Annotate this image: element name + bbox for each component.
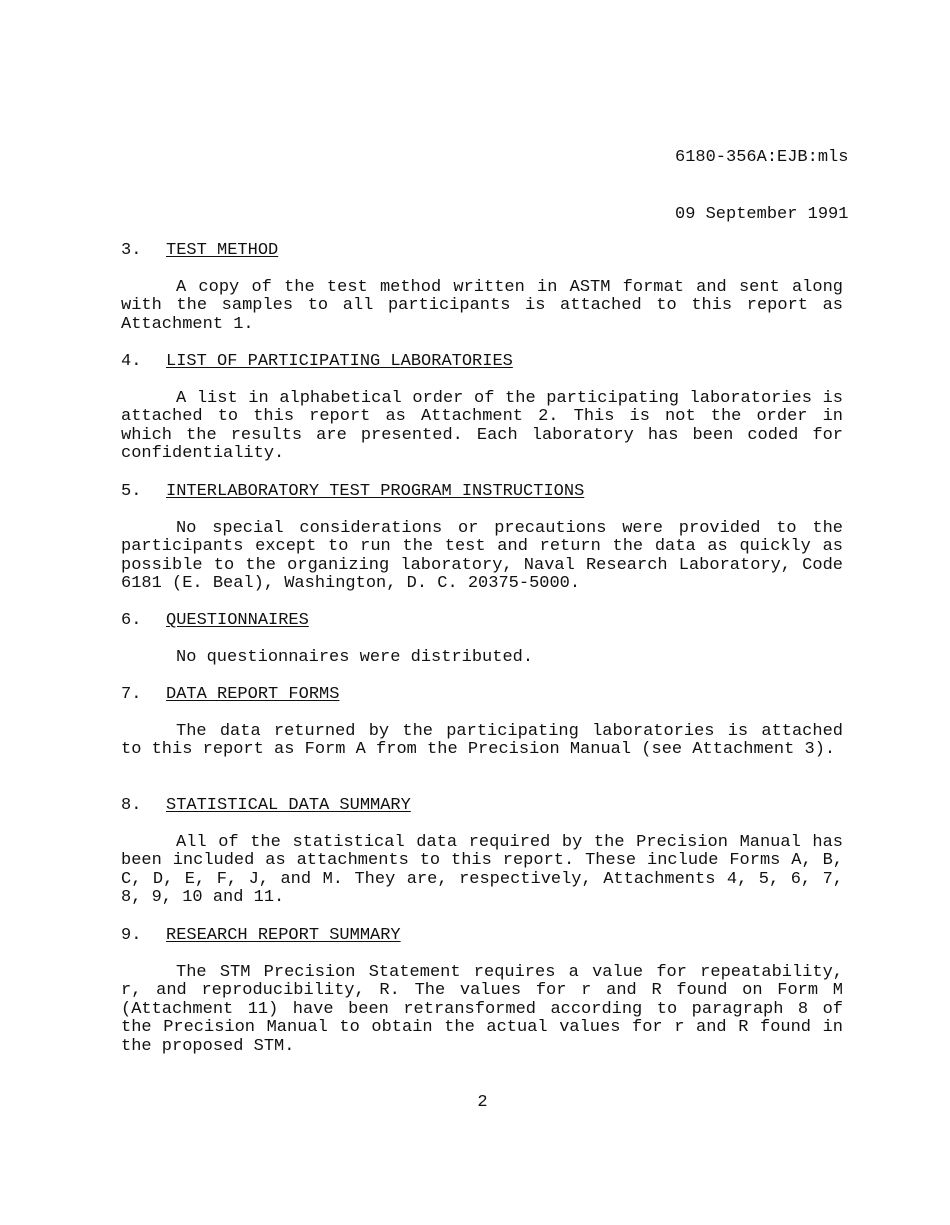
section-paragraph: No questionnaires were distributed. xyxy=(176,647,534,667)
section-number: 3. xyxy=(121,241,142,260)
document-date: 09 September 1991 xyxy=(675,205,849,224)
section-heading xyxy=(121,242,843,261)
section-title: TEST METHOD xyxy=(166,241,279,260)
section-paragraph: The data returned by the participating laboratories is attached to this report as Form A from the Precision Manual (see Attachment 3). xyxy=(121,721,843,760)
section-participating-laboratories xyxy=(121,353,843,464)
section-paragraph: The STM Precision Statement requires a value for repeatability, r, and reproducibility, R. The values for r and R found on Form M (Attachment 11) have been retransformed according to paragraph 8 of the Precision Manual to obtain the actual values for r and R found in the proposed STM. xyxy=(121,962,843,1056)
section-number: 8. xyxy=(121,796,142,815)
section-number: 7. xyxy=(121,685,142,704)
section-title: LIST OF PARTICIPATING LABORATORIES xyxy=(166,352,513,371)
section-title: INTERLABORATORY TEST PROGRAM INSTRUCTIONS xyxy=(166,482,585,501)
section-number: 9. xyxy=(121,926,142,945)
section-paragraph: No special considerations or precautions were provided to the participants except to run the test and return the data as quickly as possible to the organizing laboratory, Naval Research Laboratory, Code 6181 (E. Beal), Washington, D. C. 20375-5000. xyxy=(121,518,843,594)
section-questionnaires xyxy=(121,612,843,667)
section-statistical-data-summary xyxy=(121,797,843,908)
section-heading xyxy=(121,927,843,946)
section-data-report-forms xyxy=(121,686,843,760)
section-research-report-summary xyxy=(121,927,843,1057)
section-title: QUESTIONNAIRES xyxy=(166,611,309,630)
section-heading xyxy=(121,797,843,816)
section-number: 5. xyxy=(121,482,142,501)
section-heading xyxy=(121,686,843,705)
section-paragraph: A copy of the test method written in ASTM format and sent along with the samples to all participants is attached to this report as Attachment 1. xyxy=(121,277,843,334)
document-reference: 6180-356A:EJB:mls xyxy=(675,148,849,167)
section-paragraph: A list in alphabetical order of the participating laboratories is attached to this report as Attachment 2. This is not the order in which the results are presented. Each laboratory has been coded for confidentiality. xyxy=(121,388,843,464)
section-title: STATISTICAL DATA SUMMARY xyxy=(166,796,411,815)
section-heading xyxy=(121,353,843,372)
section-title: RESEARCH REPORT SUMMARY xyxy=(166,926,401,945)
section-number: 4. xyxy=(121,352,142,371)
section-title: DATA REPORT FORMS xyxy=(166,685,340,704)
section-paragraph: All of the statistical data required by the Precision Manual has been included as attachments to this report. These include Forms A, B, C, D, E, F, J, and M. They are, respectively, Attachments 4, 5, 6, 7, 8, 9, 10 and 11. xyxy=(121,832,843,908)
section-heading xyxy=(121,483,843,502)
section-number: 6. xyxy=(121,611,142,630)
section-heading xyxy=(121,612,843,631)
section-test-method xyxy=(121,242,843,334)
page-number: 2 xyxy=(477,1093,488,1112)
section-program-instructions xyxy=(121,483,843,594)
document-reference-block xyxy=(675,110,848,243)
